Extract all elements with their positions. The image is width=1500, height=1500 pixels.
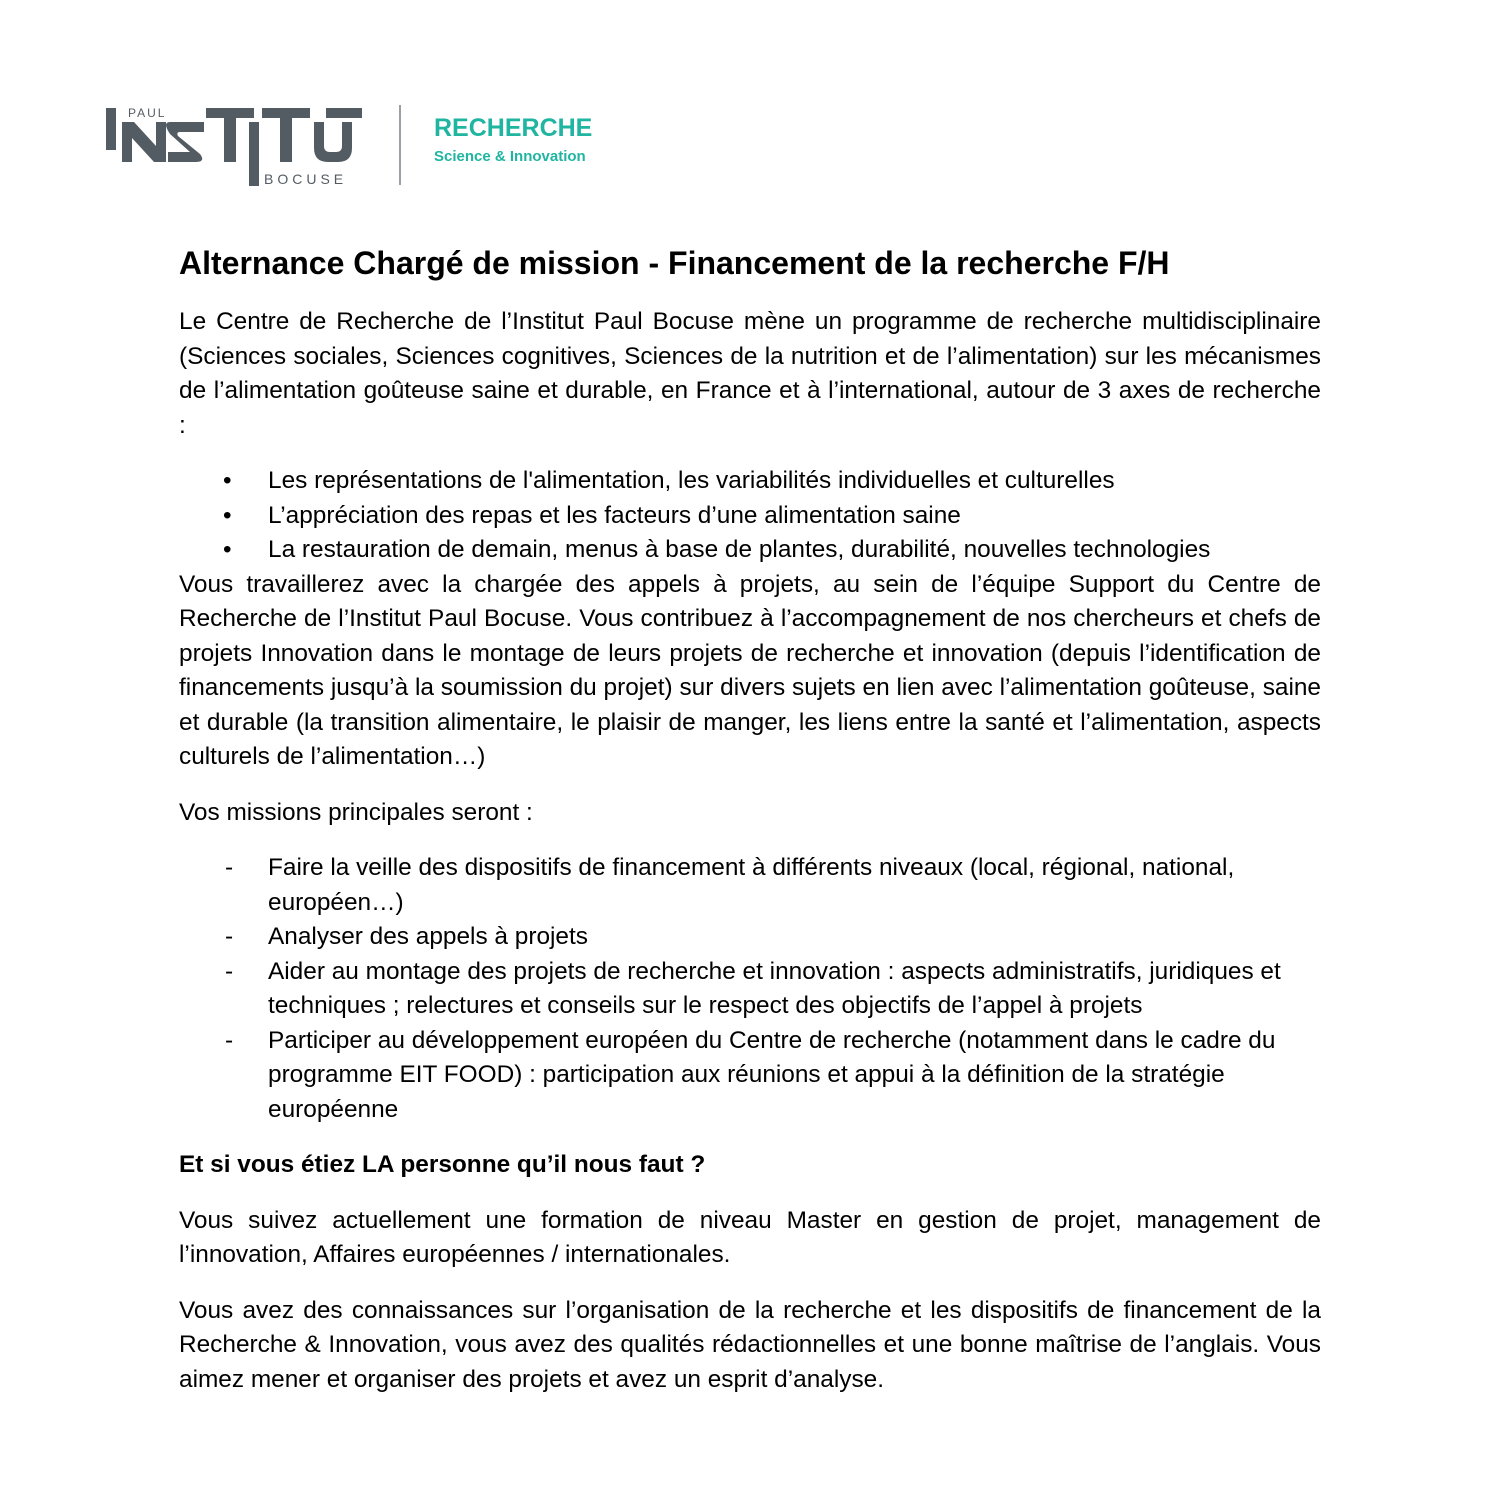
list-item: - Participer au développement européen du Centre de recherche (notamment dans le cadre du programme EIT FOOD) : participation aux réunions et appui à la définition de la stratégie européenne (179, 1024, 1321, 1128)
page-title: Alternance Chargé de mission - Financement de la recherche F/H (179, 245, 1170, 281)
missions-list (179, 851, 1321, 1127)
research-axes-list (179, 464, 1321, 568)
list-item: • La restauration de demain, menus à base de plantes, durabilité, nouvelles technologies (179, 533, 1321, 568)
institut-paul-bocuse-recherche-logo (104, 100, 624, 190)
list-item: - Analyser des appels à projets (179, 920, 1321, 955)
profile-paragraph: Vous suivez actuellement une formation de niveau Master en gestion de projet, management de l’innovation, Affaires européennes / internationales. (179, 1206, 1321, 1268)
missions-intro: Vos missions principales seront : (179, 798, 533, 826)
svg-text:Science & Innovation: Science & Innovation (434, 148, 586, 165)
intro-paragraph: Le Centre de Recherche de l’Institut Paul Bocuse mène un programme de recherche multidisciplinaire (Sciences sociales, Sciences cognitives, Sciences de la nutrition et de l’alimentation) sur les mécanismes de l’alimentation goûteuse saine et durable, en France et à l’international, autour de 3 axes de recherche : (179, 308, 1321, 439)
profile-paragraph: Vous avez des connaissances sur l’organisation de la recherche et les dispositifs de financement de la Recherche & Innovation, vous avez des qualités rédactionnelles et une bonne maîtrise de l’anglais. Vous aimez mener et organiser des projets et avez un esprit d’analyse. (179, 1296, 1321, 1393)
profile-heading: Et si vous étiez LA personne qu’il nous faut ? (179, 1151, 706, 1178)
list-item: - Faire la veille des dispositifs de financement à différents niveaux (local, régional, national, européen…) (179, 851, 1321, 920)
list-item: • Les représentations de l'alimentation, les variabilités individuelles et culturelles (179, 464, 1321, 499)
list-item: - Aider au montage des projets de recherche et innovation : aspects administratifs, juridiques et techniques ; relectures et conseils sur le respect des objectifs de l’appel à projets (179, 955, 1321, 1024)
list-item: • L’appréciation des repas et les facteurs d’une alimentation saine (179, 499, 1321, 534)
context-paragraph: Vous travaillerez avec la chargée des appels à projets, au sein de l’équipe Support du Centre de Recherche de l’Institut Paul Bocuse. Vous contribuez à l’accompagnement de nos chercheurs et chefs de projets Innovation dans le montage de leurs projets de recherche et innovation (depuis l’identification de financements jusqu’à la soumission du projet) sur divers sujets en lien avec l’alimentation goûteuse, saine et durable (la transition alimentaire, le plaisir de manger, les liens entre la santé et l’alimentation, aspects culturels de l’alimentation…) (179, 570, 1321, 770)
svg-text:RECHERCHE: RECHERCHE (434, 114, 593, 142)
job-posting (179, 244, 1321, 1418)
svg-text:PAUL: PAUL (128, 106, 167, 120)
svg-text:BOCUSE: BOCUSE (264, 171, 348, 187)
